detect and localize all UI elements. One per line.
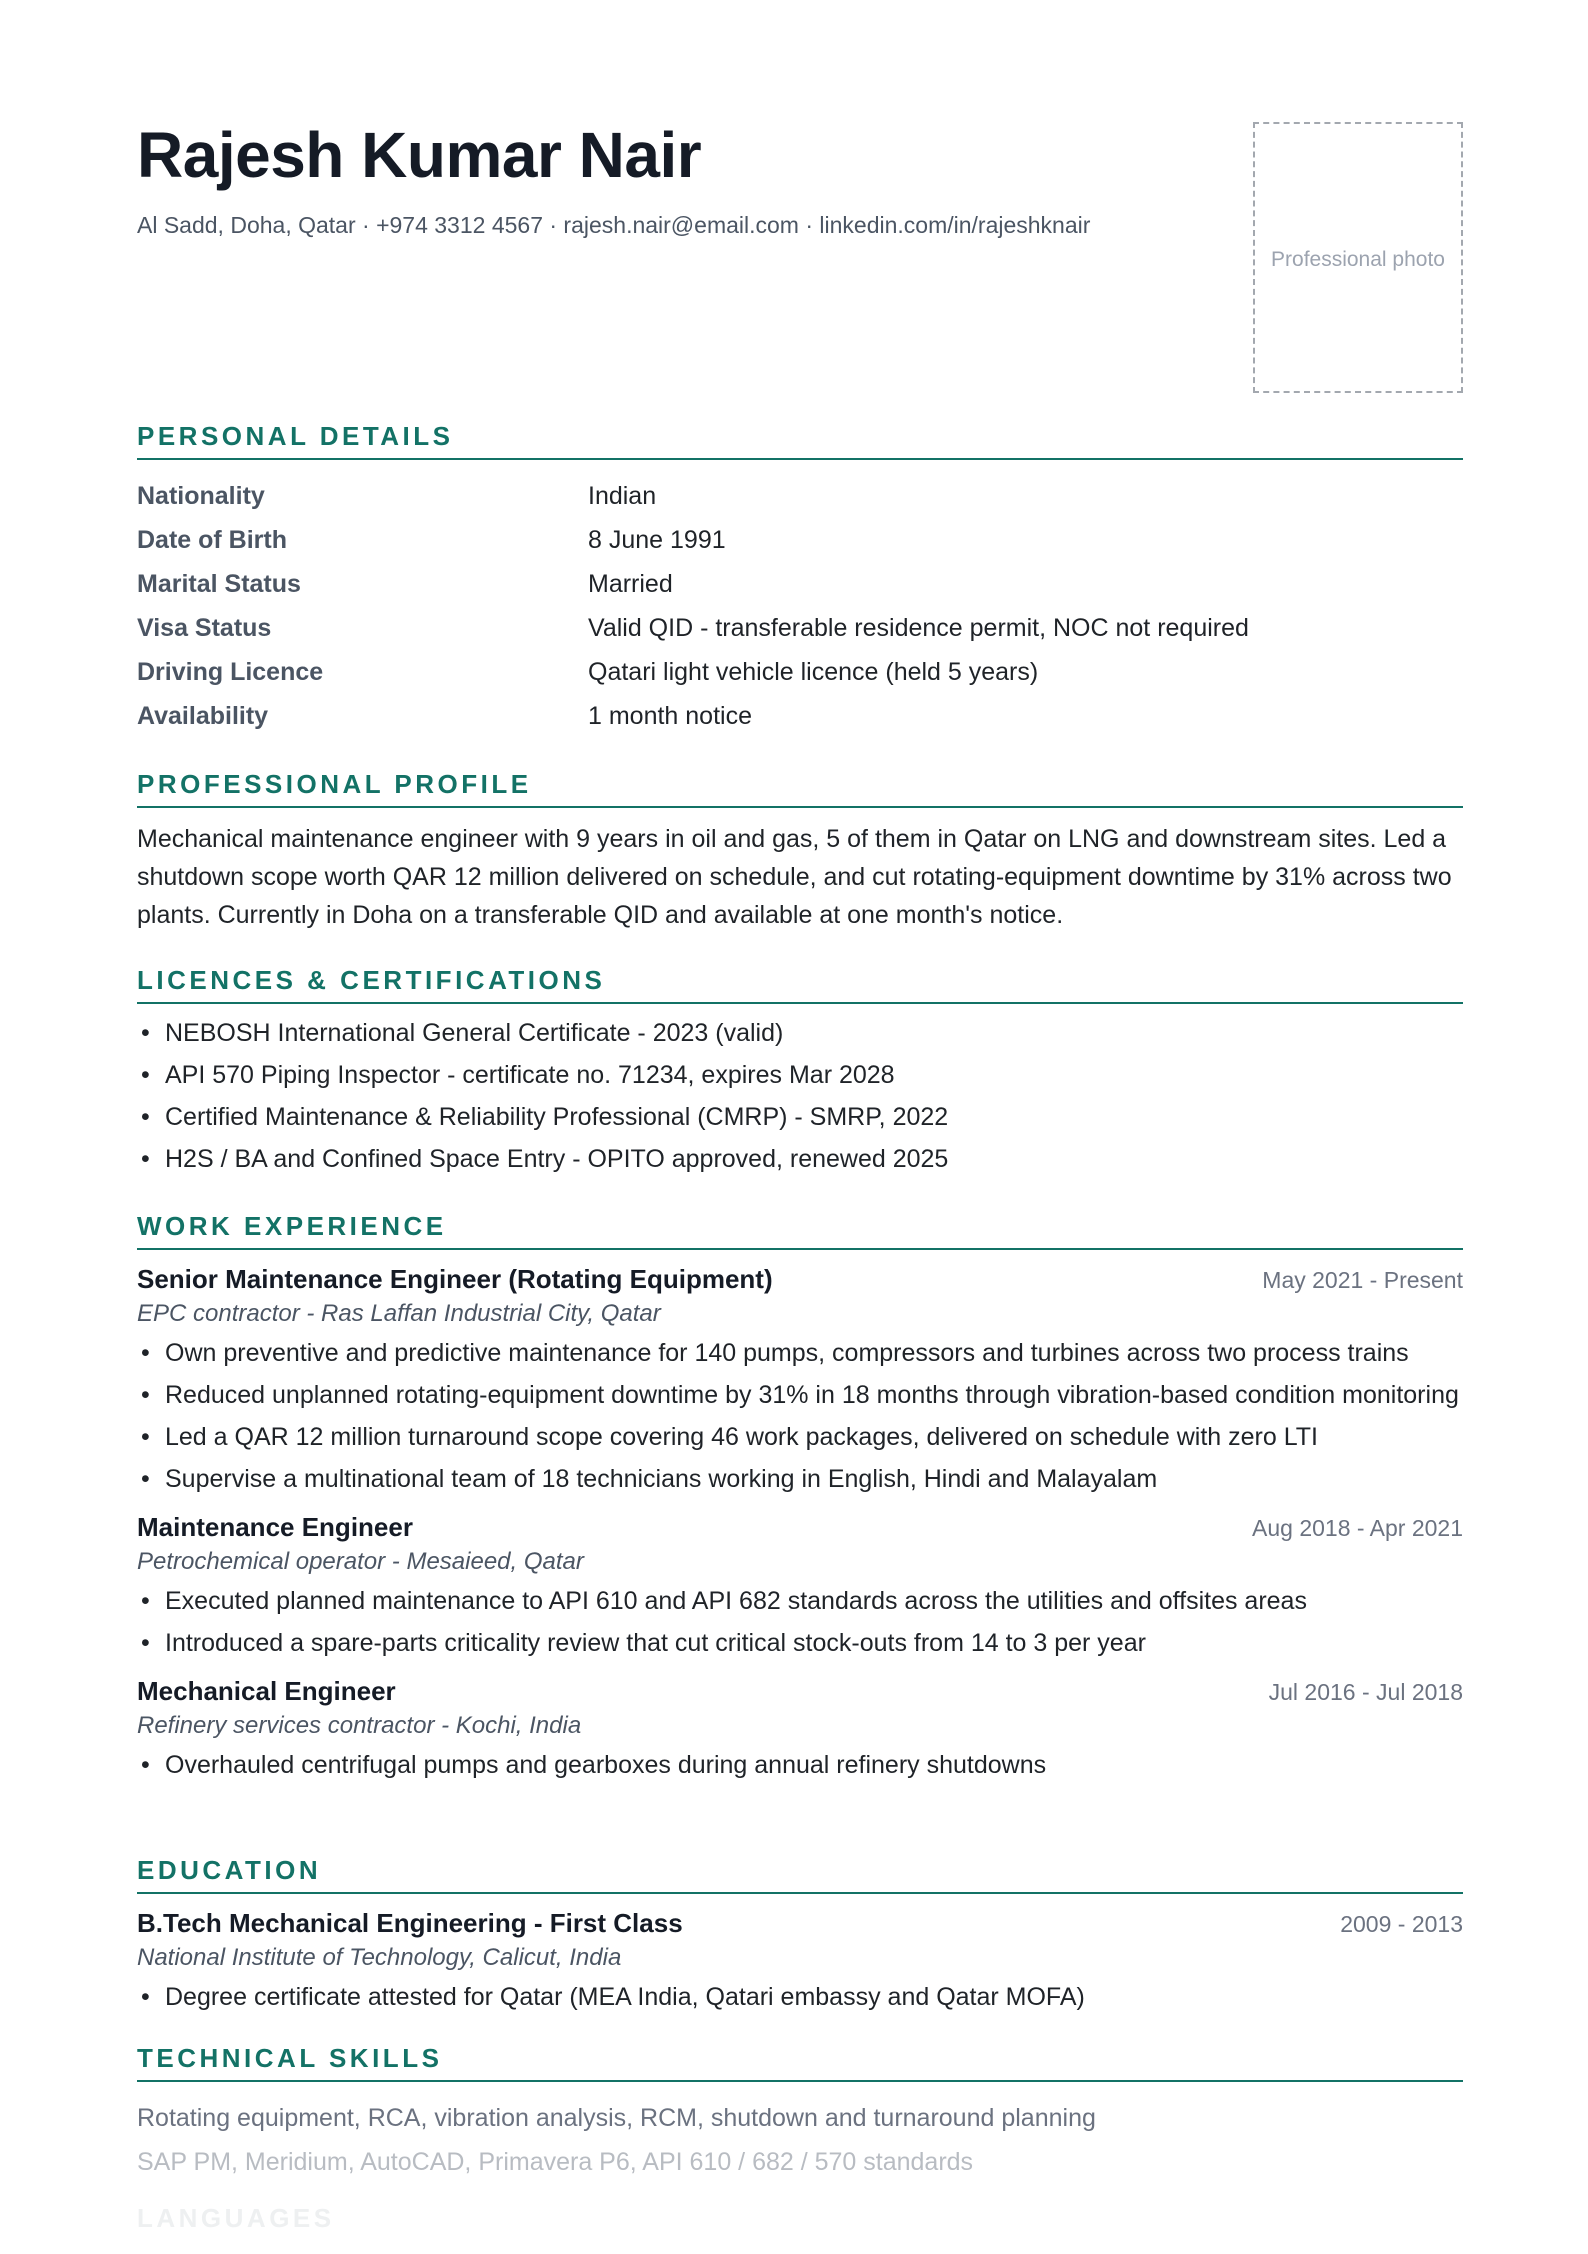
section-title-skills: TECHNICAL SKILLS bbox=[137, 2040, 1463, 2082]
list-item: • Led a QAR 12 million turnaround scope covering 46 work packages, delivered on schedule with zero LTI bbox=[137, 1418, 1463, 1456]
job-organization: Refinery services contractor - Kochi, India bbox=[137, 1712, 582, 1739]
list-item: • Supervise a multinational team of 18 technicians working in English, Hindi and Malayalam bbox=[137, 1460, 1463, 1498]
resume-header bbox=[137, 0, 1463, 410]
list-item: • NEBOSH International General Certificate - 2023 (valid) bbox=[137, 1014, 1463, 1052]
institution: National Institute of Technology, Calicut, India bbox=[137, 1944, 622, 1971]
list-item: • Certified Maintenance & Reliability Professional (CMRP) - SMRP, 2022 bbox=[137, 1098, 1463, 1136]
job-dates: Jul 2016 - Jul 2018 bbox=[1268, 1679, 1463, 1705]
job-dates: May 2021 - Present bbox=[1262, 1267, 1463, 1293]
degree-title: B.Tech Mechanical Engineering - First Class bbox=[137, 1908, 683, 1938]
section-title-languages: LANGUAGES bbox=[137, 2203, 335, 2233]
details-value: 1 month notice bbox=[588, 701, 752, 730]
details-row bbox=[137, 474, 1463, 518]
details-label: Marital Status bbox=[137, 569, 301, 598]
education-section bbox=[137, 1852, 1463, 2030]
education-dates: 2009 - 2013 bbox=[1340, 1911, 1463, 1937]
job-title: Senior Maintenance Engineer (Rotating Equipment) bbox=[137, 1264, 773, 1294]
list-item: • Overhauled centrifugal pumps and gearboxes during annual refinery shutdowns bbox=[137, 1746, 1463, 1784]
profile-text: Mechanical maintenance engineer with 9 years in oil and gas, 5 of them in Qatar on LNG and downstream sites. Led a shutdown scope worth QAR 12 million delivered on schedule, and cut rotating-equipment downtime by 31% across two plants. Currently in Doha on a transferable QID and available at one month's notice. bbox=[137, 825, 1452, 929]
list-item: • API 570 Piping Inspector - certificate no. 71234, expires Mar 2028 bbox=[137, 1056, 1463, 1094]
skills-section bbox=[137, 2040, 1463, 2184]
job-entry bbox=[137, 1676, 1463, 1784]
education-entry bbox=[137, 1908, 1463, 2016]
details-value: 8 June 1991 bbox=[588, 525, 726, 554]
details-row bbox=[137, 562, 1463, 606]
education-bullets bbox=[137, 1978, 1463, 2016]
section-title-certifications: LICENCES & CERTIFICATIONS bbox=[137, 962, 1463, 1004]
job-entry bbox=[137, 1264, 1463, 1498]
details-row bbox=[137, 694, 1463, 738]
job-bullets bbox=[137, 1334, 1463, 1498]
details-value: Indian bbox=[588, 481, 657, 510]
details-label: Availability bbox=[137, 701, 269, 730]
profile-section bbox=[137, 766, 1463, 934]
list-item: • Reduced unplanned rotating-equipment downtime by 31% in 18 months through vibration-based condition monitoring bbox=[137, 1376, 1463, 1414]
job-title: Mechanical Engineer bbox=[137, 1676, 396, 1706]
details-value: Married bbox=[588, 569, 673, 598]
experience-section bbox=[137, 1208, 1463, 1798]
certifications-list bbox=[137, 1014, 1463, 1178]
job-dates: Aug 2018 - Apr 2021 bbox=[1252, 1515, 1463, 1541]
candidate-name: Rajesh Kumar Nair bbox=[137, 119, 702, 191]
section-title-education: EDUCATION bbox=[137, 1852, 1463, 1894]
list-item: • H2S / BA and Confined Space Entry - OPITO approved, renewed 2025 bbox=[137, 1140, 1463, 1178]
section-title-profile: PROFESSIONAL PROFILE bbox=[137, 766, 1463, 808]
list-item: • Degree certificate attested for Qatar (MEA India, Qatari embassy and Qatar MOFA) bbox=[137, 1978, 1463, 2016]
personal-details-section bbox=[137, 418, 1463, 738]
job-entry bbox=[137, 1512, 1463, 1662]
photo-placeholder-label: Professional photo bbox=[1271, 248, 1445, 271]
details-value: Valid QID - transferable residence permit, NOC not required bbox=[588, 613, 1249, 642]
list-item: • Executed planned maintenance to API 610 and API 682 standards across the utilities and offsites areas bbox=[137, 1582, 1463, 1620]
skills-line: SAP PM, Meridium, AutoCAD, Primavera P6, API 610 / 682 / 570 standards bbox=[137, 2148, 974, 2176]
resume-page bbox=[137, 0, 1463, 2233]
certifications-section bbox=[137, 962, 1463, 1182]
details-value: Qatari light vehicle licence (held 5 years) bbox=[588, 657, 1039, 686]
skills-line: Rotating equipment, RCA, vibration analysis, RCM, shutdown and turnaround planning bbox=[137, 2104, 1096, 2132]
details-label: Nationality bbox=[137, 481, 265, 510]
details-label: Date of Birth bbox=[137, 525, 287, 554]
details-row bbox=[137, 518, 1463, 562]
list-item: • Own preventive and predictive maintenance for 140 pumps, compressors and turbines across two process trains bbox=[137, 1334, 1463, 1372]
photo-placeholder bbox=[1253, 122, 1463, 393]
section-title-personal-details: PERSONAL DETAILS bbox=[137, 418, 1463, 460]
details-label: Driving Licence bbox=[137, 657, 324, 686]
job-title: Maintenance Engineer bbox=[137, 1512, 413, 1542]
job-bullets bbox=[137, 1746, 1463, 1784]
details-row bbox=[137, 650, 1463, 694]
job-organization: EPC contractor - Ras Laffan Industrial City, Qatar bbox=[137, 1300, 661, 1327]
details-label: Visa Status bbox=[137, 613, 272, 642]
details-row bbox=[137, 606, 1463, 650]
section-title-experience: WORK EXPERIENCE bbox=[137, 1208, 1463, 1250]
contact-line: Al Sadd, Doha, Qatar · +974 3312 4567 · rajesh.nair@email.com · linkedin.com/in/rajeshknair bbox=[137, 212, 1091, 238]
job-bullets bbox=[137, 1582, 1463, 1662]
list-item: • Introduced a spare-parts criticality review that cut critical stock-outs from 14 to 3 per year bbox=[137, 1624, 1463, 1662]
job-organization: Petrochemical operator - Mesaieed, Qatar bbox=[137, 1548, 584, 1575]
